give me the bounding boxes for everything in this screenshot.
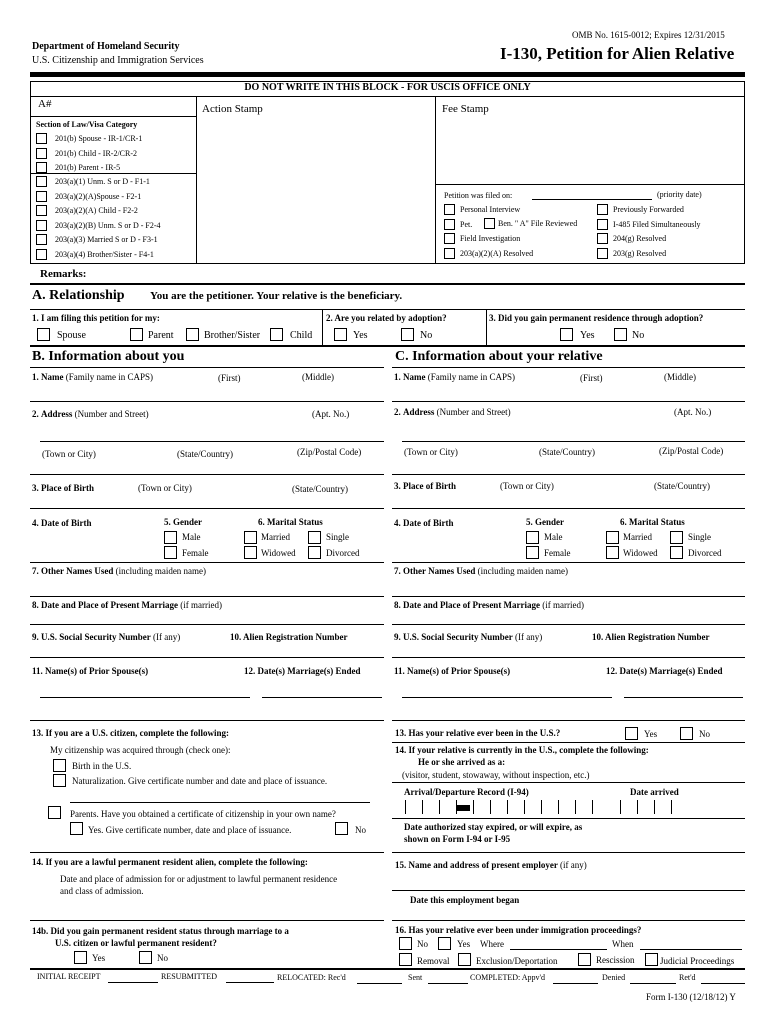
c-q8-marriage: 8. Date and Place of Present Marriage (if married) [394, 600, 585, 610]
c-q10-alien-number: 10. Alien Registration Number [592, 632, 710, 642]
b-male-checkbox[interactable] [164, 531, 177, 544]
c-q16-yes-checkbox[interactable] [438, 937, 451, 950]
c-middle-label: (Middle) [664, 372, 696, 382]
c-q16-judicial-checkbox[interactable] [645, 953, 658, 966]
visa-category-label: 203(a)(4) Brother/Sister - F4-1 [55, 249, 154, 259]
footer-denied: Denied [602, 973, 626, 982]
c-first-label: (First) [580, 373, 603, 383]
b-state-label: (State/Country) [177, 449, 233, 459]
i94-digit-divider [558, 800, 559, 814]
form-title: I-130, Petition for Alien Relative [500, 44, 735, 63]
date-digit-divider [620, 800, 621, 814]
visa-category-heading: Section of Law/Visa Category [36, 120, 138, 129]
b-q14-text: Date and place of admission for or adjustment to lawful permanent residence and class of admission. [60, 874, 338, 896]
c-male-checkbox[interactable] [526, 531, 539, 544]
q2-yes-checkbox[interactable] [334, 328, 347, 341]
c-q16-no-label: No [417, 939, 428, 949]
b-q13-acquired: My citizenship was acquired through (check one): [50, 745, 231, 755]
c-q5-gender: 5. Gender [526, 517, 564, 527]
c-q16-removal-checkbox[interactable] [399, 953, 412, 966]
c-female-label: Female [544, 548, 571, 558]
q2-adoption: 2. Are you related by adoption? [326, 313, 447, 323]
b-q14b-yes-checkbox[interactable] [74, 951, 87, 964]
c-date-arrived-label: Date arrived [630, 787, 679, 797]
c-state-label: (State/Country) [539, 447, 595, 457]
c-stay-expired-2: shown on Form I-94 or I-95 [404, 834, 511, 844]
date-digit-divider [637, 800, 638, 814]
c-q11-prior-spouses: 11. Name(s) of Prior Spouse(s) [394, 666, 511, 676]
b-middle-label: (Middle) [302, 372, 334, 382]
office-check-checkbox[interactable] [597, 204, 608, 215]
c-q2-address: 2. Address (Number and Street) [394, 407, 511, 417]
office-check-checkbox[interactable] [444, 233, 455, 244]
i94-digit-divider [439, 800, 440, 814]
office-check-checkbox[interactable] [597, 219, 608, 230]
c-q16-when-label: When [612, 939, 634, 949]
visa-category-checkbox[interactable] [36, 249, 47, 260]
b-q14-lpr: 14. If you are a lawful permanent resident alien, complete the following: [32, 857, 308, 867]
c-q16-exclusion-label: Exclusion/Deportation [476, 956, 558, 966]
section-a-title: A. Relationship [32, 288, 125, 303]
b-female-label: Female [182, 548, 209, 558]
b-q11-prior-spouses: 11. Name(s) of Prior Spouse(s) [32, 666, 149, 676]
b-q13-birth-label: Birth in the U.S. [72, 761, 132, 771]
visa-category-checkbox[interactable] [36, 162, 47, 173]
a-number-label: A# [38, 98, 52, 110]
relationship-checkbox[interactable] [37, 328, 50, 341]
b-q14b-no-checkbox[interactable] [139, 951, 152, 964]
visa-category-label: 203(a)(1) Unm. S or D - F1-1 [55, 177, 150, 186]
c-q13-yes-checkbox[interactable] [625, 727, 638, 740]
c-q16-proceedings: 16. Has your relative ever been under immigration proceedings? [395, 925, 642, 935]
petition-filed-label: Petition was filed on: [444, 191, 513, 200]
office-check-label: I-485 Filed Simultaneously [613, 219, 701, 229]
c-married-checkbox[interactable] [606, 531, 619, 544]
c-q16-judicial-label: Judicial Proceedings [660, 956, 735, 966]
i94-digit-divider [405, 800, 406, 814]
relationship-label: Parent [148, 330, 174, 341]
i94-digit-divider [507, 800, 508, 814]
b-divorced-checkbox[interactable] [308, 546, 321, 559]
c-town-label: (Town or City) [404, 447, 458, 457]
c-q14-arrived: He or she arrived as a: [418, 757, 506, 767]
footer-relocated: RELOCATED: Rec'd [277, 973, 346, 982]
c-single-label: Single [688, 532, 712, 542]
i94-digit-divider [524, 800, 525, 814]
b-first-label: (First) [218, 373, 241, 383]
c-q16-yes-label: Yes [457, 939, 471, 949]
b-q6-marital: 6. Marital Status [258, 517, 323, 527]
b-q13-parents-checkbox[interactable] [48, 806, 61, 819]
b-female-checkbox[interactable] [164, 546, 177, 559]
c-q14-currently: 14. If your relative is currently in the U.S., complete the following: [395, 745, 649, 755]
c-widowed-label: Widowed [623, 548, 658, 558]
visa-category-label: 203(a)(2)(A)Spouse - F2-1 [55, 191, 142, 201]
c-apt-label: (Apt. No.) [674, 407, 712, 417]
footer-initial-receipt: INITIAL RECEIPT [37, 972, 101, 981]
c-q13-no-label: No [699, 729, 710, 739]
ben-file-reviewed-label: Ben. " A" File Reviewed [498, 219, 578, 228]
b-q13-birth-checkbox[interactable] [53, 759, 66, 772]
c-q16-rescission-checkbox[interactable] [578, 953, 591, 966]
b-q10-alien-number: 10. Alien Registration Number [230, 632, 348, 642]
c-q13-been-in-us: 13. Has your relative ever been in the U.S.? [395, 728, 561, 738]
visa-category-checkbox[interactable] [36, 133, 47, 144]
section-a-subtitle: You are the petitioner. Your relative is the beneficiary. [150, 290, 403, 302]
relationship-label: Child [290, 330, 313, 341]
b-married-label: Married [261, 532, 290, 542]
footer-resubmitted: RESUBMITTED [161, 972, 217, 981]
i94-digit-divider [575, 800, 576, 814]
c-i94-label: Arrival/Departure Record (I-94) [404, 787, 529, 797]
b-q13-parents-label: Parents. Have you obtained a certificate of citizenship in your own name? [70, 809, 336, 819]
b-q8-marriage: 8. Date and Place of Present Marriage (if married) [32, 600, 223, 610]
q3-yes-label: Yes [580, 330, 595, 341]
visa-category-checkbox[interactable] [36, 220, 47, 231]
office-check-checkbox[interactable] [597, 248, 608, 259]
c-q7-other-names: 7. Other Names Used (including maiden name) [394, 566, 569, 576]
department-name: Department of Homeland Security [32, 41, 180, 52]
i94-digit-divider [422, 800, 423, 814]
c-q9-ssn: 9. U.S. Social Security Number (If any) [394, 632, 543, 642]
b-q14b-marriage: 14b. Did you gain permanent resident status through marriage to a [32, 926, 289, 936]
b-q13-no-label: No [355, 825, 366, 835]
b-q13-yes-checkbox[interactable] [70, 822, 83, 835]
c-q15-employer: 15. Name and address of present employer (if any) [395, 860, 587, 870]
footer-retd: Ret'd [679, 973, 696, 982]
visa-category-label: 203(a)(3) Married S or D - F3-1 [55, 235, 158, 244]
office-check-label: Previously Forwarded [613, 205, 684, 214]
visa-category-checkbox[interactable] [36, 234, 47, 245]
c-q16-removal-label: Removal [417, 956, 450, 966]
title-rule [30, 72, 745, 77]
office-check-label: Personal Interview [460, 205, 521, 214]
office-check-checkbox[interactable] [597, 233, 608, 244]
b-q2-address: 2. Address (Number and Street) [32, 409, 149, 419]
c-q3-birthplace: 3. Place of Birth [394, 481, 456, 491]
q3-no-checkbox[interactable] [614, 328, 627, 341]
office-check-label: Field Investigation [460, 234, 521, 243]
visa-category-checkbox[interactable] [36, 205, 47, 216]
date-digit-divider [671, 800, 672, 814]
relationship-label: Spouse [57, 330, 86, 341]
visa-category-checkbox[interactable] [36, 148, 47, 159]
b-widowed-label: Widowed [261, 548, 296, 558]
office-banner: DO NOT WRITE IN THIS BLOCK - FOR USCIS OFFICE ONLY [244, 82, 531, 93]
c-q14-note: (visitor, student, stowaway, without inspection, etc.) [402, 770, 590, 780]
fee-stamp-label: Fee Stamp [442, 103, 489, 115]
c-q16-exclusion-checkbox[interactable] [458, 953, 471, 966]
q3-no-label: No [632, 330, 645, 341]
c-q3-town: (Town or City) [500, 481, 554, 491]
c-q13-no-checkbox[interactable] [680, 727, 693, 740]
b-q3-state: (State/Country) [292, 484, 348, 494]
omb-number: OMB No. 1615-0012; Expires 12/31/2015 [572, 30, 725, 40]
c-q13-yes-label: Yes [644, 729, 658, 739]
c-zip-label: (Zip/Postal Code) [659, 446, 724, 456]
ben-file-reviewed-checkbox[interactable] [484, 218, 495, 229]
c-divorced-label: Divorced [688, 548, 722, 558]
b-q13-naturalization-label: Naturalization. Give certificate number and date and place of issuance. [72, 776, 328, 786]
action-stamp-label: Action Stamp [202, 103, 263, 115]
b-q5-gender: 5. Gender [164, 517, 202, 527]
b-q3-birthplace: 3. Place of Birth [32, 483, 94, 493]
form-edition: Form I-130 (12/18/12) Y [646, 992, 736, 1002]
b-q13-no-checkbox[interactable] [335, 822, 348, 835]
c-q6-marital: 6. Marital Status [620, 517, 685, 527]
relationship-checkbox[interactable] [130, 328, 143, 341]
c-q3-state: (State/Country) [654, 481, 710, 491]
b-q14b-marriage-2: U.S. citizen or lawful permanent resident? [55, 938, 217, 948]
office-check-checkbox[interactable] [444, 204, 455, 215]
b-zip-label: (Zip/Postal Code) [297, 447, 362, 457]
relationship-label: Brother/Sister [204, 330, 261, 341]
c-q16-where-label: Where [480, 939, 504, 949]
q3-yes-checkbox[interactable] [560, 328, 573, 341]
visa-category-label: 201(b) Spouse - IR-1/CR-1 [55, 134, 143, 143]
b-q9-ssn: 9. U.S. Social Security Number (If any) [32, 632, 181, 642]
c-q16-no-checkbox[interactable] [399, 937, 412, 950]
b-single-label: Single [326, 532, 350, 542]
visa-category-checkbox[interactable] [36, 176, 47, 187]
relationship-checkbox[interactable] [270, 328, 283, 341]
section-b-title: B. Information about you [32, 349, 185, 364]
b-q4-dob: 4. Date of Birth [32, 518, 92, 528]
c-divorced-checkbox[interactable] [670, 546, 683, 559]
footer-sent: Sent [408, 973, 423, 982]
b-male-label: Male [182, 532, 201, 542]
q3-adoption-residence: 3. Did you gain permanent residence through adoption? [489, 313, 704, 323]
visa-category-checkbox[interactable] [36, 191, 47, 202]
b-q13-yes-label: Yes. Give certificate number, date and place of issuance. [88, 825, 292, 835]
b-married-checkbox[interactable] [244, 531, 257, 544]
q1-filing-for: 1. I am filing this petition for my: [32, 313, 160, 323]
footer-completed: COMPLETED: Appv'd [470, 973, 545, 982]
c-married-label: Married [623, 532, 652, 542]
c-male-label: Male [544, 532, 563, 542]
b-q7-other-names: 7. Other Names Used (including maiden name) [32, 566, 207, 576]
c-q4-dob: 4. Date of Birth [394, 518, 454, 528]
section-c-title: C. Information about your relative [395, 349, 603, 364]
b-divorced-label: Divorced [326, 548, 360, 558]
priority-date-label: (priority date) [657, 190, 702, 199]
b-q13-citizen: 13. If you are a U.S. citizen, complete the following: [32, 728, 230, 738]
c-q12-marriage-ended: 12. Date(s) Marriage(s) Ended [606, 666, 723, 676]
i94-separator [456, 805, 470, 811]
b-q12-marriage-ended: 12. Date(s) Marriage(s) Ended [244, 666, 361, 676]
office-check-label: 204(g) Resolved [613, 234, 667, 243]
date-digit-divider [654, 800, 655, 814]
i94-digit-divider [541, 800, 542, 814]
b-q14b-no-label: No [157, 953, 168, 963]
remarks-label: Remarks: [40, 268, 87, 280]
b-q13-naturalization-checkbox[interactable] [53, 774, 66, 787]
q2-no-label: No [420, 330, 433, 341]
c-q1-name: 1. Name (Family name in CAPS) [394, 372, 515, 382]
visa-category-label: 203(a)(2)(A) Child - F2-2 [55, 206, 138, 215]
q2-yes-label: Yes [353, 330, 368, 341]
c-q16-rescission-label: Rescission [596, 955, 635, 965]
office-check-label: 203(g) Resolved [613, 248, 667, 258]
c-widowed-checkbox[interactable] [606, 546, 619, 559]
visa-category-label: 201(b) Child - IR-2/CR-2 [55, 148, 137, 158]
c-single-checkbox[interactable] [670, 531, 683, 544]
b-widowed-checkbox[interactable] [244, 546, 257, 559]
agency-name: U.S. Citizenship and Immigration Services [32, 55, 204, 66]
b-q14b-yes-label: Yes [92, 953, 106, 963]
relationship-checkbox[interactable] [186, 328, 199, 341]
q2-no-checkbox[interactable] [401, 328, 414, 341]
visa-category-label: 203(a)(2)(B) Unm. S or D - F2-4 [55, 220, 161, 230]
office-check-checkbox[interactable] [444, 219, 455, 230]
i94-digit-divider [592, 800, 593, 814]
office-check-label: 203(a)(2)(A) Resolved [460, 248, 534, 258]
visa-category-label: 201(b) Parent - IR-5 [55, 163, 121, 172]
b-apt-label: (Apt. No.) [312, 409, 350, 419]
b-q1-name: 1. Name (Family name in CAPS) [32, 372, 153, 382]
b-single-checkbox[interactable] [308, 531, 321, 544]
b-q3-town: (Town or City) [138, 483, 192, 493]
c-stay-expired: Date authorized stay expired, or will expire, as [404, 822, 583, 832]
i94-digit-divider [473, 800, 474, 814]
c-employment-began: Date this employment began [410, 895, 520, 905]
office-check-checkbox[interactable] [444, 248, 455, 259]
i94-digit-divider [490, 800, 491, 814]
b-town-label: (Town or City) [42, 449, 96, 459]
c-female-checkbox[interactable] [526, 546, 539, 559]
office-check-label: Pet. [460, 219, 473, 229]
